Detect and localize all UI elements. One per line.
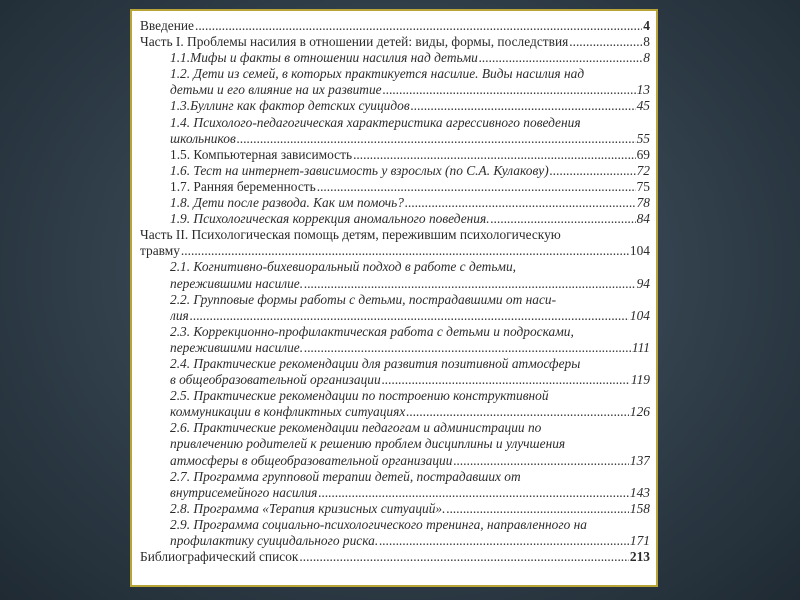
leader-dots bbox=[299, 549, 628, 565]
toc-line bbox=[170, 259, 650, 275]
toc-entry-title: 2.1. Когнитивно-бихевиоральный подход в работе с детьми, bbox=[170, 259, 516, 275]
leader-dots bbox=[195, 18, 642, 34]
toc-page-number: 143 bbox=[629, 484, 650, 500]
toc-page-number: 126 bbox=[629, 404, 650, 420]
toc-line bbox=[170, 324, 650, 340]
toc-page-number: 8 bbox=[643, 50, 650, 66]
toc-entry-title: в общеобразовательной организации bbox=[170, 372, 381, 388]
toc-line bbox=[170, 340, 650, 356]
toc-entry bbox=[140, 66, 650, 98]
toc-line bbox=[170, 66, 650, 82]
leader-dots bbox=[181, 243, 629, 259]
toc-entry-title: привлечению родителей к решению проблем дисциплины и улучшения bbox=[170, 436, 566, 452]
toc-entry-title: 2.6. Практические рекомендации педагогам и администрации по bbox=[170, 420, 542, 436]
toc-page-number: 45 bbox=[636, 98, 650, 114]
toc-entry bbox=[140, 195, 650, 211]
leader-dots bbox=[406, 404, 629, 420]
toc-entry-title: 2.4. Практические рекомендации для развития позитивной атмосферы bbox=[170, 355, 581, 371]
toc-entry bbox=[140, 147, 650, 163]
toc-page-number: 75 bbox=[636, 178, 650, 194]
toc-line bbox=[170, 211, 650, 227]
leader-dots bbox=[382, 372, 630, 388]
toc-entry-title: 1.2. Дети из семей, в которых практикуется насилие. Виды насилия над bbox=[170, 66, 585, 82]
toc-page-number: 4 bbox=[643, 18, 650, 33]
document-page bbox=[130, 9, 658, 587]
toc-entry-title: 1.9. Психологическая коррекция аномального поведения. bbox=[170, 211, 490, 227]
toc-page-number: 94 bbox=[636, 275, 650, 291]
toc-entry-title: пережившими насилие. bbox=[170, 339, 304, 355]
leader-dots bbox=[446, 501, 628, 517]
toc-line bbox=[170, 131, 650, 147]
toc-entry bbox=[140, 179, 650, 195]
leader-dots bbox=[353, 147, 636, 163]
toc-entry-title: лия bbox=[170, 307, 189, 323]
toc-line bbox=[170, 115, 650, 131]
leader-dots bbox=[237, 131, 636, 147]
leader-dots bbox=[318, 485, 629, 501]
toc-entry-title: 2.3. Коррекционно-профилактическая работа с детьми и подросками, bbox=[170, 323, 574, 339]
toc-line bbox=[170, 276, 650, 292]
toc-entry-title: 2.2. Групповые формы работы с детьми, пострадавшими от наси- bbox=[170, 291, 557, 307]
toc-line bbox=[170, 420, 650, 436]
toc-entry-title: 2.7. Программа групповой терапии детей, пострадавших от bbox=[170, 468, 521, 484]
toc-entry-title: атмосферы в общеобразовательной организации bbox=[170, 452, 453, 468]
toc-entry-title: 1.1.Мифы и факты в отношении насилия над детьми bbox=[170, 50, 478, 66]
toc-page-number: 213 bbox=[629, 549, 650, 565]
leader-dots bbox=[317, 179, 636, 195]
leader-dots bbox=[405, 195, 636, 211]
toc-line bbox=[140, 18, 650, 34]
toc-entry bbox=[140, 34, 650, 50]
toc-line bbox=[170, 147, 650, 163]
toc-entry-title: пережившими насилие. bbox=[170, 275, 304, 291]
toc-line bbox=[170, 163, 650, 179]
toc-entry-title: 2.5. Практические рекомендации по построению конструктивной bbox=[170, 388, 549, 404]
toc-entry-title: 1.3.Буллинг как фактор детских суицидов bbox=[170, 98, 410, 114]
toc-page-number: 13 bbox=[636, 82, 650, 98]
toc-entry-title: 1.8. Дети после развода. Как им помочь? bbox=[170, 195, 404, 211]
toc-entry bbox=[140, 50, 650, 66]
leader-dots bbox=[304, 276, 636, 292]
toc-page-number: 171 bbox=[629, 533, 650, 548]
toc-entry bbox=[140, 549, 650, 565]
leader-dots bbox=[569, 34, 642, 50]
toc-line bbox=[170, 485, 650, 501]
toc-page-number: 111 bbox=[631, 339, 650, 355]
toc-line bbox=[170, 195, 650, 211]
toc-entry bbox=[140, 501, 650, 517]
toc-entry-title: Часть II. Психологическая помощь детям, пережившим психологическую bbox=[140, 227, 561, 243]
toc-line bbox=[170, 436, 650, 452]
toc-line bbox=[170, 356, 650, 372]
toc-entry-title: 1.7. Ранняя беременность bbox=[170, 178, 316, 194]
table-of-contents bbox=[140, 18, 650, 565]
leader-dots bbox=[304, 340, 631, 356]
toc-entry bbox=[140, 517, 650, 549]
toc-page-number: 158 bbox=[629, 500, 650, 516]
toc-line bbox=[170, 98, 650, 114]
toc-entry bbox=[140, 356, 650, 388]
leader-dots bbox=[479, 50, 642, 66]
toc-entry bbox=[140, 388, 650, 420]
toc-line bbox=[170, 404, 650, 420]
leader-dots bbox=[383, 82, 636, 98]
toc-entry bbox=[140, 18, 650, 34]
leader-dots bbox=[491, 211, 636, 227]
toc-page-number: 104 bbox=[629, 243, 650, 259]
toc-entry-title: 1.5. Компьютерная зависимость bbox=[170, 146, 353, 162]
toc-entry-title: внутрисемейного насилия bbox=[170, 484, 318, 500]
toc-line bbox=[170, 372, 650, 388]
toc-line bbox=[170, 533, 650, 549]
toc-entry bbox=[140, 115, 650, 147]
toc-line bbox=[170, 501, 650, 517]
toc-entry bbox=[140, 98, 650, 114]
leader-dots bbox=[190, 308, 629, 324]
toc-entry-title: 1.6. Тест на интернет-зависимость у взрослых (по С.А. Кулакову) bbox=[170, 162, 549, 178]
leader-dots bbox=[453, 453, 628, 469]
toc-entry bbox=[140, 324, 650, 356]
toc-entry bbox=[140, 292, 650, 324]
toc-line bbox=[140, 243, 650, 259]
leader-dots bbox=[411, 98, 636, 114]
toc-entry-title: Введение bbox=[140, 18, 194, 33]
toc-entry bbox=[140, 163, 650, 179]
toc-entry-title: детьми и его влияние на их развитие bbox=[170, 82, 382, 98]
toc-line bbox=[140, 227, 650, 243]
toc-line bbox=[170, 50, 650, 66]
toc-entry-title: 2.8. Программа «Терапия кризисных ситуаций». bbox=[170, 500, 446, 516]
toc-line bbox=[170, 388, 650, 404]
toc-entry bbox=[140, 211, 650, 227]
toc-entry bbox=[140, 227, 650, 259]
toc-entry-title: профилактику суицидального риска. bbox=[170, 533, 379, 548]
toc-page-number: 119 bbox=[630, 372, 650, 388]
toc-page-number: 69 bbox=[636, 146, 650, 162]
toc-entry-title: 1.4. Психолого-педагогическая характеристика агрессивного поведения bbox=[170, 114, 581, 130]
toc-page-number: 72 bbox=[636, 162, 650, 178]
toc-page-number: 104 bbox=[629, 307, 650, 323]
toc-entry-title: 2.9. Программа социально-психологического тренинга, направленного на bbox=[170, 516, 587, 532]
toc-line bbox=[170, 517, 650, 533]
toc-line bbox=[170, 82, 650, 98]
toc-page-number: 137 bbox=[629, 452, 650, 468]
toc-entry-title: травму bbox=[140, 243, 180, 259]
toc-entry bbox=[140, 420, 650, 468]
toc-entry bbox=[140, 259, 650, 291]
toc-line bbox=[140, 549, 650, 565]
toc-line bbox=[170, 308, 650, 324]
toc-entry bbox=[140, 469, 650, 501]
toc-page-number: 84 bbox=[636, 211, 650, 227]
toc-page-number: 55 bbox=[636, 130, 650, 146]
toc-page-number: 78 bbox=[636, 195, 650, 211]
toc-page-number: 8 bbox=[643, 34, 650, 50]
toc-line bbox=[170, 453, 650, 469]
toc-line bbox=[140, 34, 650, 50]
leader-dots bbox=[379, 533, 629, 549]
toc-entry-title: Часть I. Проблемы насилия в отношении детей: виды, формы, последствия bbox=[140, 34, 569, 50]
leader-dots bbox=[550, 163, 636, 179]
toc-line bbox=[170, 469, 650, 485]
toc-line bbox=[170, 179, 650, 195]
toc-entry-title: коммуникации в конфликтных ситуациях bbox=[170, 404, 406, 420]
toc-entry-title: школьников bbox=[170, 130, 236, 146]
toc-line bbox=[170, 292, 650, 308]
toc-entry-title: Библиографический список bbox=[140, 549, 299, 565]
